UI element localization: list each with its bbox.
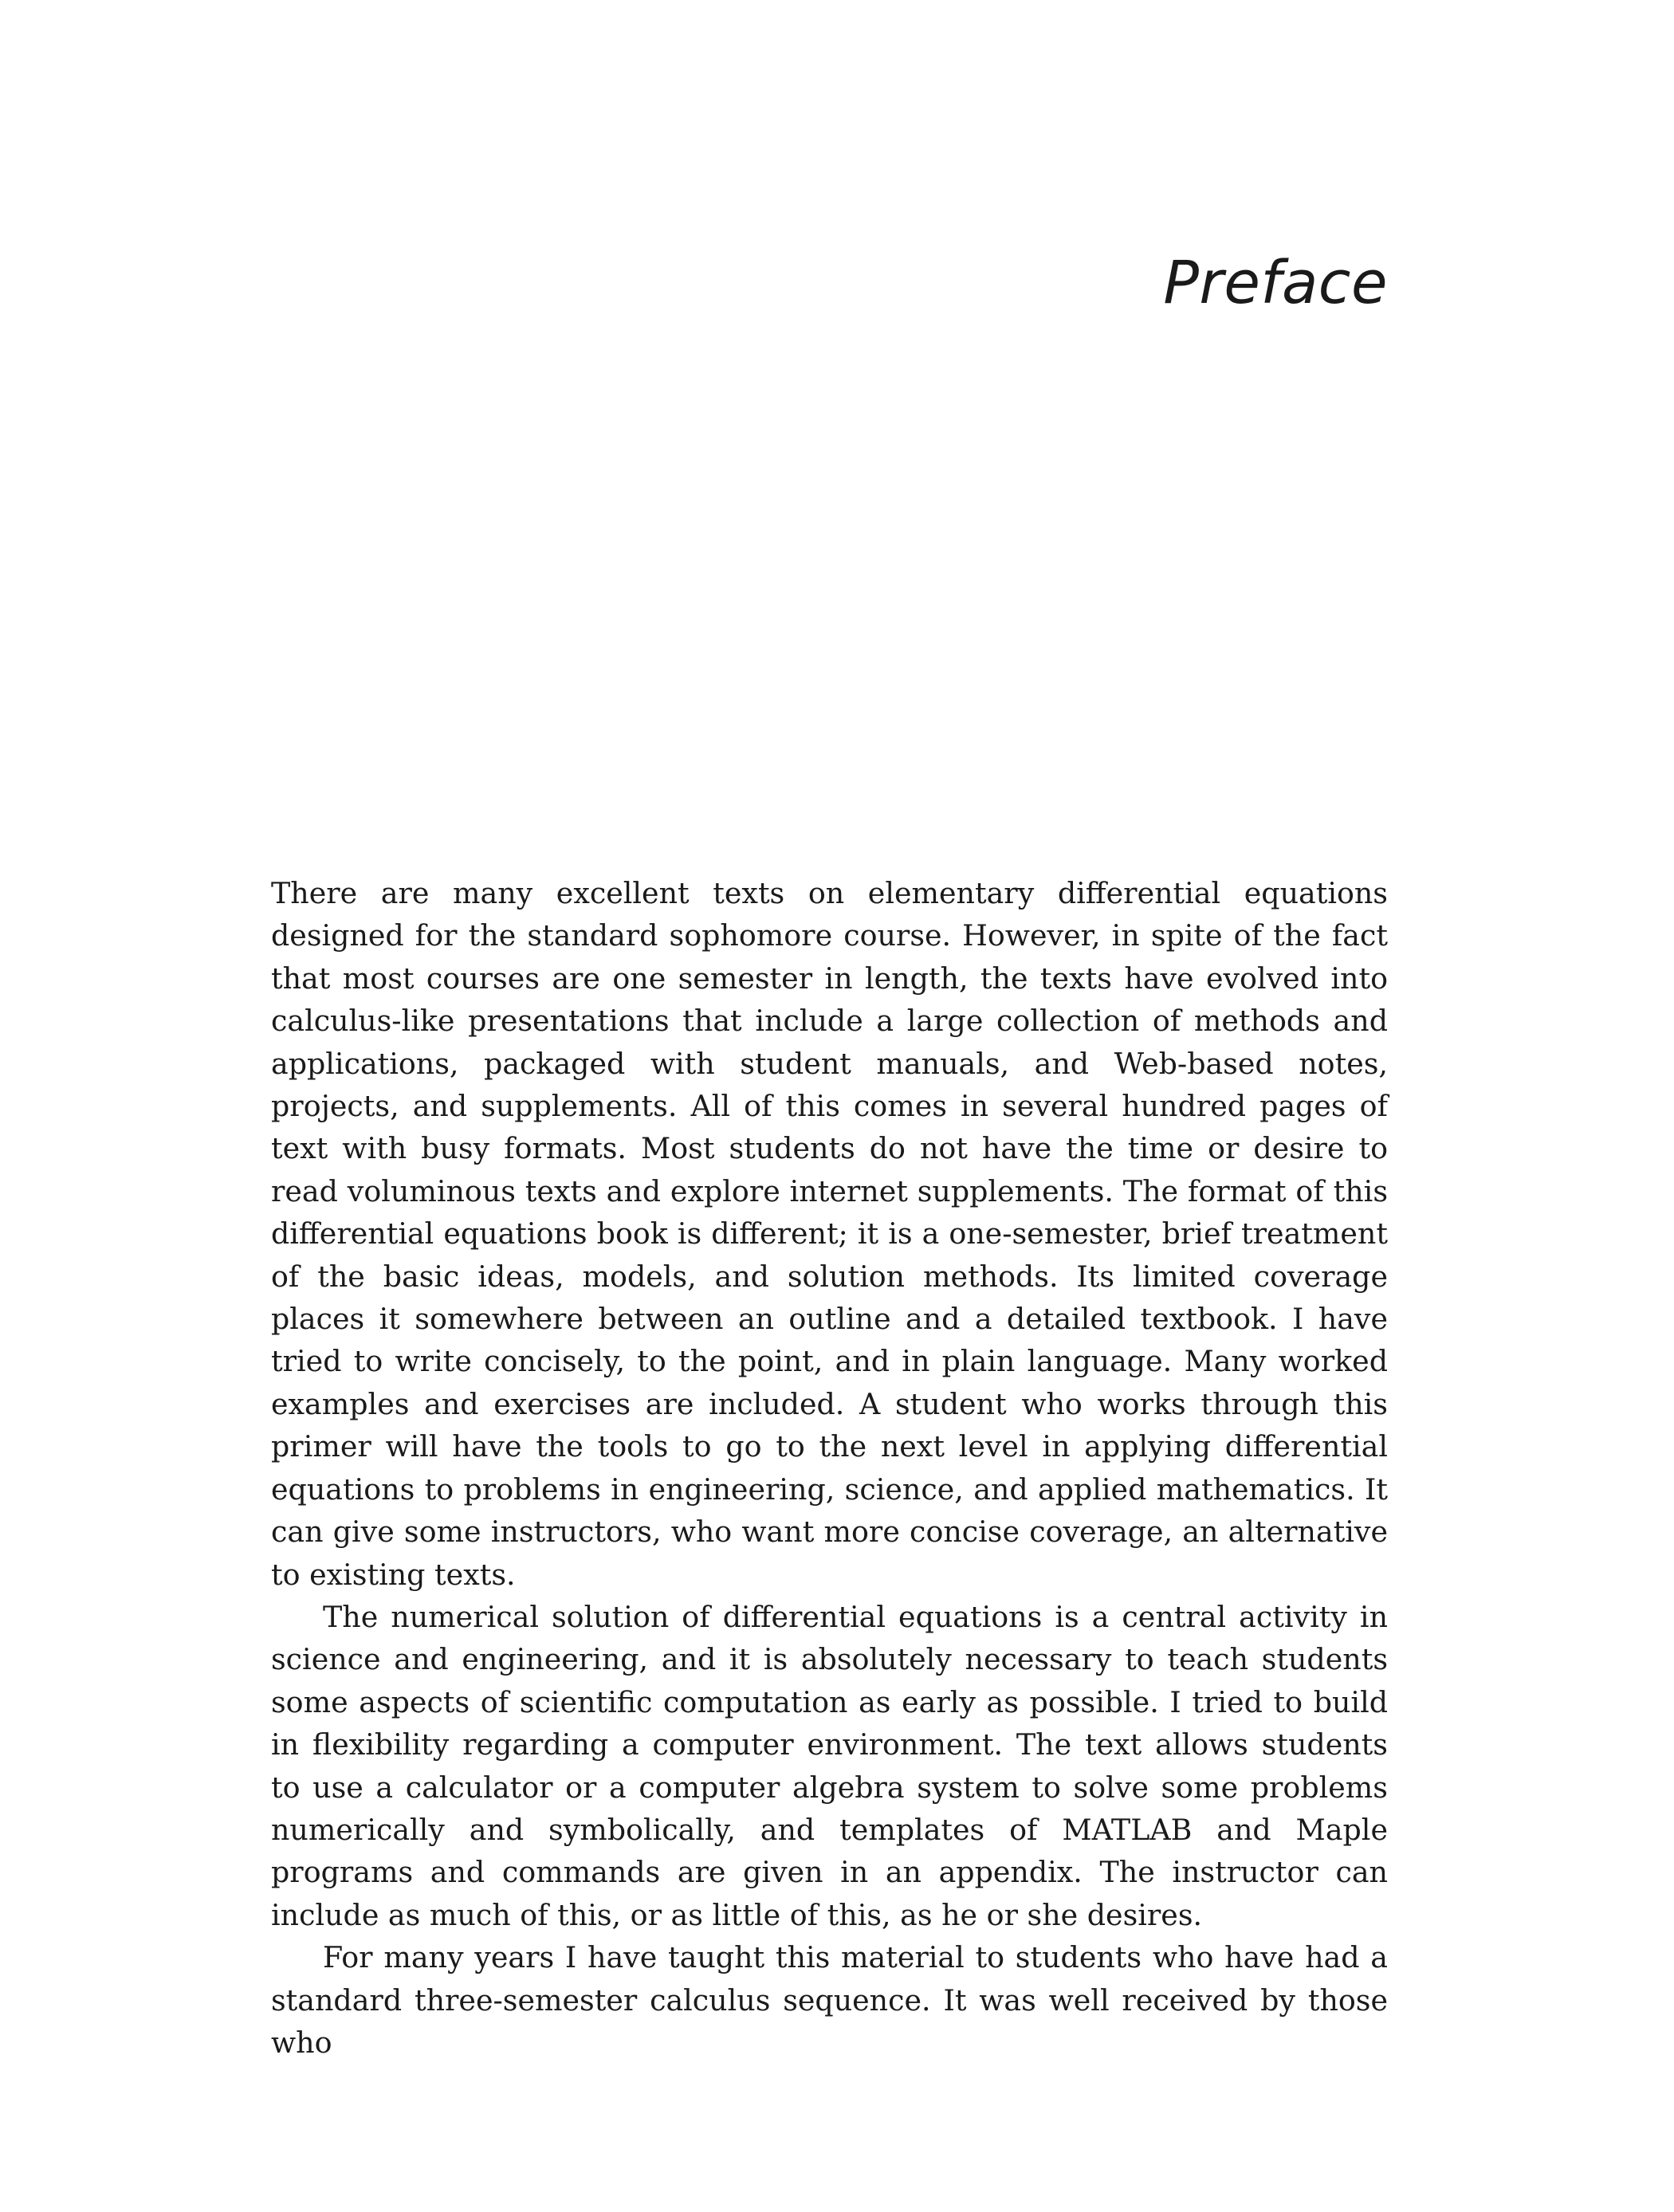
paragraph: The numerical solution of differential equations is a central activity in science and engineering, and it is absolutely necessary to teach students some aspects of scientific computation as early as possible. I tried to build in flexibility regarding a computer environment. The text allows students to use a calculator or a computer algebra system to solve some problems numerically and symbolically, and templates of MATLAB and Maple programs and commands are given in an appendix. The instructor can include as much of this, or as little of this, as he or she desires. bbox=[271, 1599, 1388, 1932]
paragraph: For many years I have taught this material to students who have had a standard three-semester calculus sequence. It was well received by those who bbox=[271, 1940, 1388, 2060]
chapter-title: Preface bbox=[1163, 249, 1388, 317]
preface-body bbox=[271, 872, 1388, 2064]
paragraph: There are many excellent texts on elementary differential equations designed for the standard sophomore course. However, in spite of the fact that most courses are one semester in length, the texts have evolved into calculus-like presentations that include a large collection of methods and applications, packaged with student manuals, and Web-based notes, projects, and supplements. All of this comes in several hundred pages of text with busy formats. Most students do not have the time or desire to read voluminous texts and explore internet supplements. The format of this differential equations book is different; it is a one-semester, brief treatment of the basic ideas, models, and solution methods. Its limited coverage places it somewhere between an outline and a detailed textbook. I have tried to write concisely, to the point, and in plain language. Many worked examples and exercises are included. A student who works through this primer will have the tools to go to the next level in applying differential equations to problems in engineering, science, and applied mathematics. It can give some instructors, who want more concise coverage, an alternative to existing texts. bbox=[271, 876, 1388, 1592]
